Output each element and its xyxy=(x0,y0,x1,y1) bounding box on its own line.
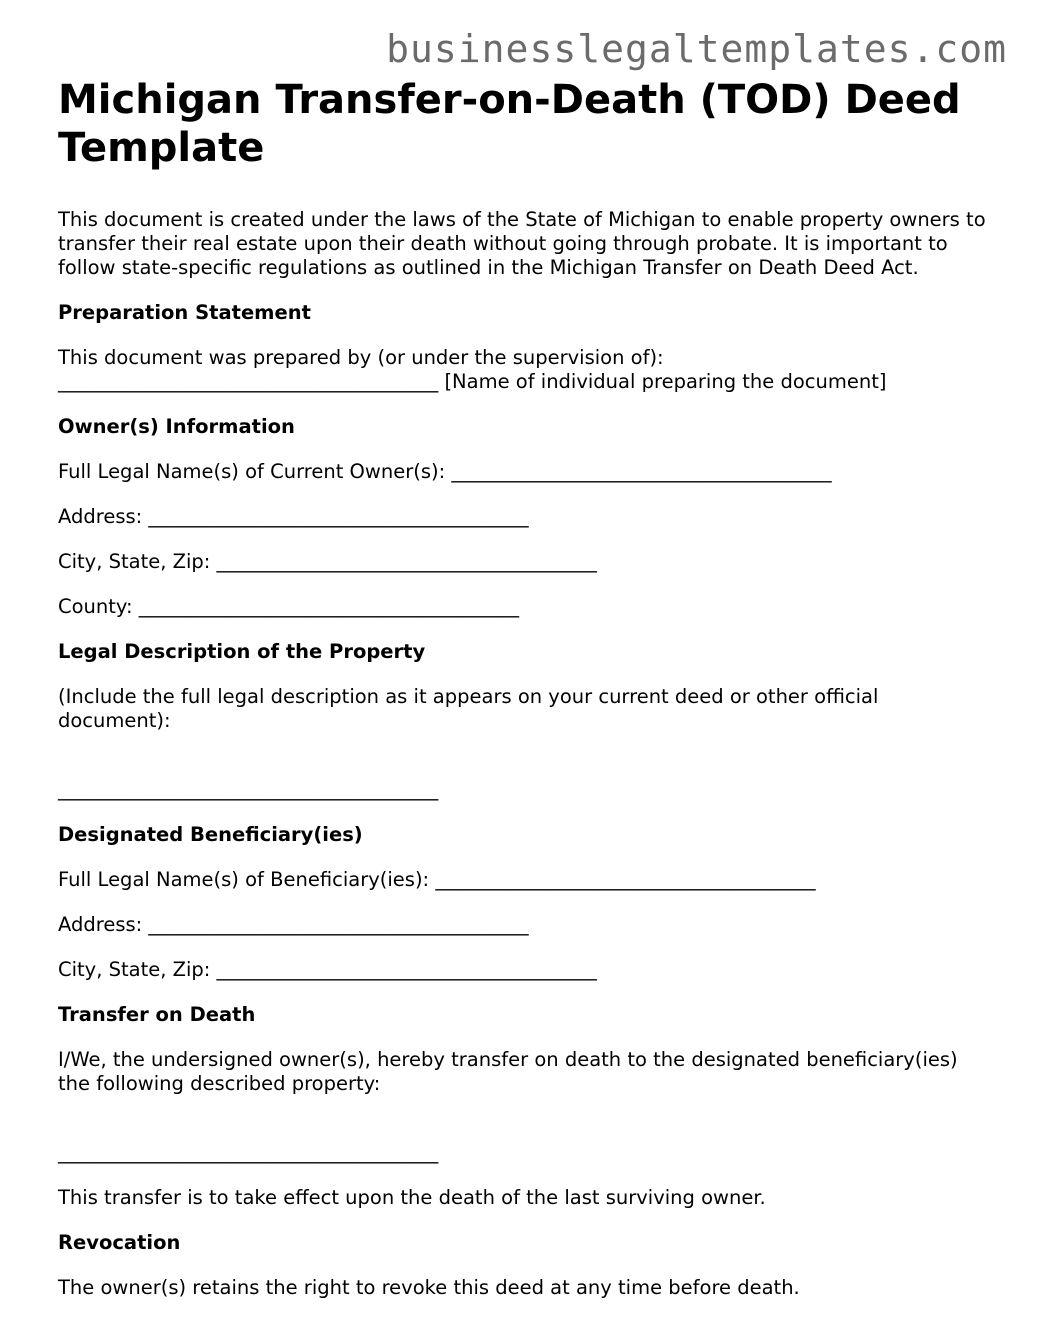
beneficiary-address-field: Address: _______________________________________ xyxy=(58,913,529,936)
document-body xyxy=(58,76,993,1300)
transfer-effect-statement: This transfer is to take effect upon the death of the last surviving owner. xyxy=(58,1186,766,1209)
legal-description-field: _______________________________________ xyxy=(58,778,439,801)
owner-name-field: Full Legal Name(s) of Current Owner(s): _______________________________________ xyxy=(58,460,832,483)
beneficiaries-heading: Designated Beneficiary(ies) xyxy=(58,823,363,846)
owner-address-field: Address: _______________________________________ xyxy=(58,505,529,528)
preparer-name-field: _______________________________________ [Name of individual preparing the document] xyxy=(58,370,887,393)
revocation-heading: Revocation xyxy=(58,1231,181,1254)
legal-description-heading: Legal Description of the Property xyxy=(58,640,426,663)
page-title: Michigan Transfer-on-Death (TOD) Deed Template xyxy=(58,77,961,171)
revocation-statement: The owner(s) retains the right to revoke this deed at any time before death. xyxy=(58,1276,800,1299)
owner-county-field: County: _______________________________________ xyxy=(58,595,520,618)
owner-city-field: City, State, Zip: _______________________________________ xyxy=(58,550,597,573)
transfer-statement: I/We, the undersigned owner(s), hereby transfer on death to the designated beneficiary(ies) the following described property: xyxy=(58,1048,958,1095)
watermark: businesslegaltemplates.com xyxy=(386,27,1007,71)
intro-paragraph: This document is created under the laws of the State of Michigan to enable property owners to transfer their real estate upon their death without going through probate. It is important to follow state-specific regulations as outlined in the Michigan Transfer on Death Deed Act. xyxy=(58,208,986,279)
preparation-heading: Preparation Statement xyxy=(58,301,311,324)
preparation-line: This document was prepared by (or under the supervision of): xyxy=(58,346,664,369)
beneficiary-name-field: Full Legal Name(s) of Beneficiary(ies): _______________________________________ xyxy=(58,868,816,891)
beneficiary-city-field: City, State, Zip: _______________________________________ xyxy=(58,958,597,981)
legal-description-instructions: (Include the full legal description as it appears on your current deed or other official document): xyxy=(58,685,879,732)
transfer-heading: Transfer on Death xyxy=(58,1003,256,1026)
owners-heading: Owner(s) Information xyxy=(58,415,295,438)
transfer-property-field: _______________________________________ xyxy=(58,1141,439,1164)
